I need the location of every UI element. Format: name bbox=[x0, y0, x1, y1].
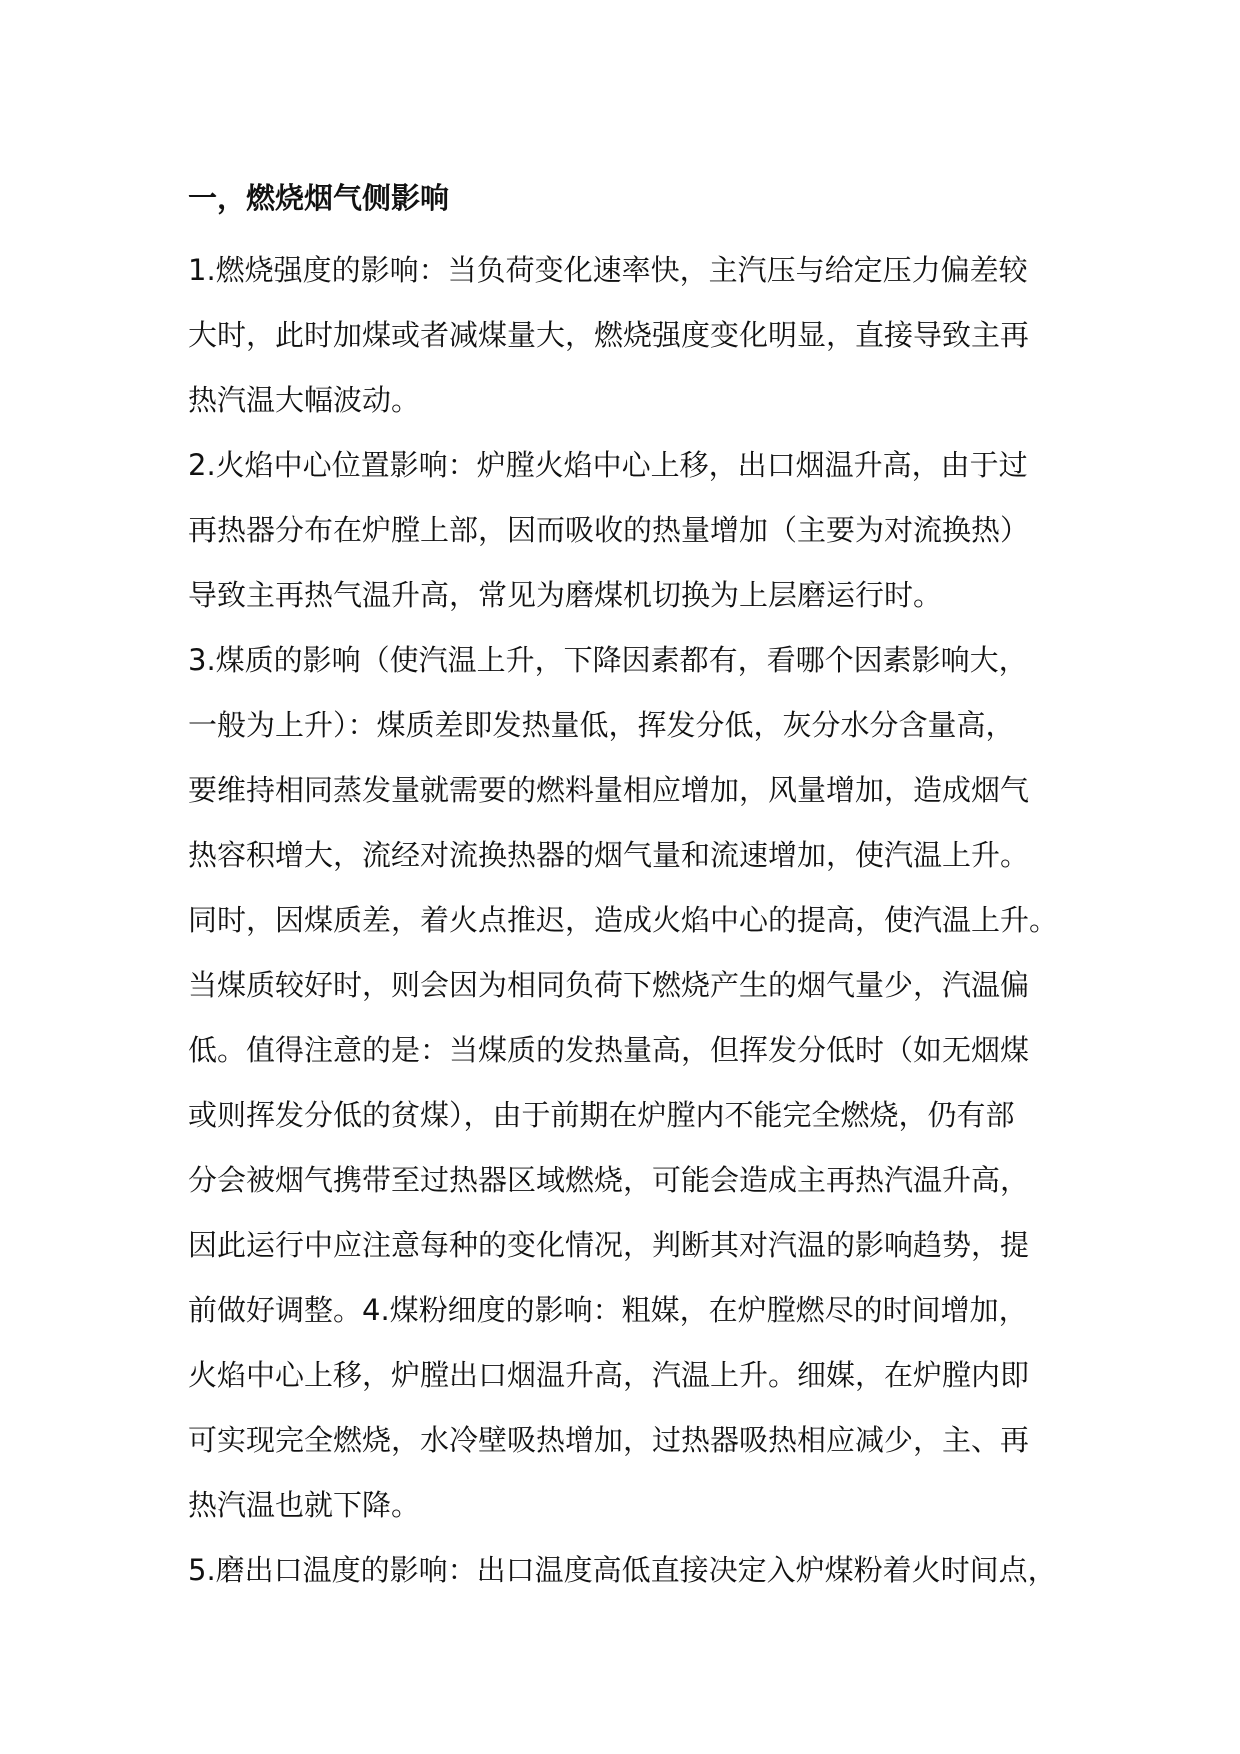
text-line: 1.燃烧强度的影响：当负荷变化速率快，主汽压与给定压力偏差较 bbox=[188, 253, 1028, 287]
text-line: 再热器分布在炉膛上部，因而吸收的热量增加（主要为对流换热） bbox=[188, 513, 1030, 547]
text-line: 导致主再热气温升高，常见为磨煤机切换为上层磨运行时。 bbox=[188, 578, 943, 612]
section-heading: 一，燃烧烟气侧影响 bbox=[188, 181, 450, 215]
text-line: 低。值得注意的是：当煤质的发热量高，但挥发分低时（如无烟煤 bbox=[188, 1033, 1030, 1067]
text-line: 热汽温大幅波动。 bbox=[188, 383, 421, 417]
text-line: 一般为上升）：煤质差即发热量低，挥发分低，灰分水分含量高， bbox=[188, 708, 1015, 742]
text-line: 当煤质较好时，则会因为相同负荷下燃烧产生的烟气量少，汽温偏 bbox=[188, 968, 1030, 1002]
text-line: 同时，因煤质差，着火点推迟，造成火焰中心的提高，使汽温上升。 bbox=[188, 903, 1059, 937]
text-line: 火焰中心上移，炉膛出口烟温升高，汽温上升。细媒，在炉膛内即 bbox=[188, 1358, 1030, 1392]
text-line: 3.煤质的影响（使汽温上升，下降因素都有，看哪个因素影响大， bbox=[188, 643, 1028, 677]
text-line: 可实现完全燃烧，水冷壁吸热增加，过热器吸热相应减少，主、再 bbox=[188, 1423, 1030, 1457]
text-line: 分会被烟气携带至过热器区域燃烧，可能会造成主再热汽温升高， bbox=[188, 1163, 1030, 1197]
text-line: 热容积增大，流经对流换热器的烟气量和流速增加，使汽温上升。 bbox=[188, 838, 1030, 872]
document-body bbox=[188, 238, 1088, 1603]
text-line: 或则挥发分低的贫煤），由于前期在炉膛内不能完全燃烧，仍有部 bbox=[188, 1098, 1015, 1132]
text-line: 前做好调整。4.煤粉细度的影响：粗媒，在炉膛燃尽的时间增加， bbox=[188, 1293, 1028, 1327]
text-line: 热汽温也就下降。 bbox=[188, 1488, 421, 1522]
text-line: 5.磨出口温度的影响：出口温度高低直接决定入炉煤粉着火时间点， bbox=[188, 1553, 1057, 1587]
document-page bbox=[188, 172, 1088, 1603]
text-line: 大时，此时加煤或者减煤量大，燃烧强度变化明显，直接导致主再 bbox=[188, 318, 1030, 352]
text-line: 要维持相同蒸发量就需要的燃料量相应增加，风量增加，造成烟气 bbox=[188, 773, 1030, 807]
text-line: 因此运行中应注意每种的变化情况，判断其对汽温的影响趋势，提 bbox=[188, 1228, 1030, 1262]
text-line: 2.火焰中心位置影响：炉膛火焰中心上移，出口烟温升高，由于过 bbox=[188, 448, 1028, 482]
